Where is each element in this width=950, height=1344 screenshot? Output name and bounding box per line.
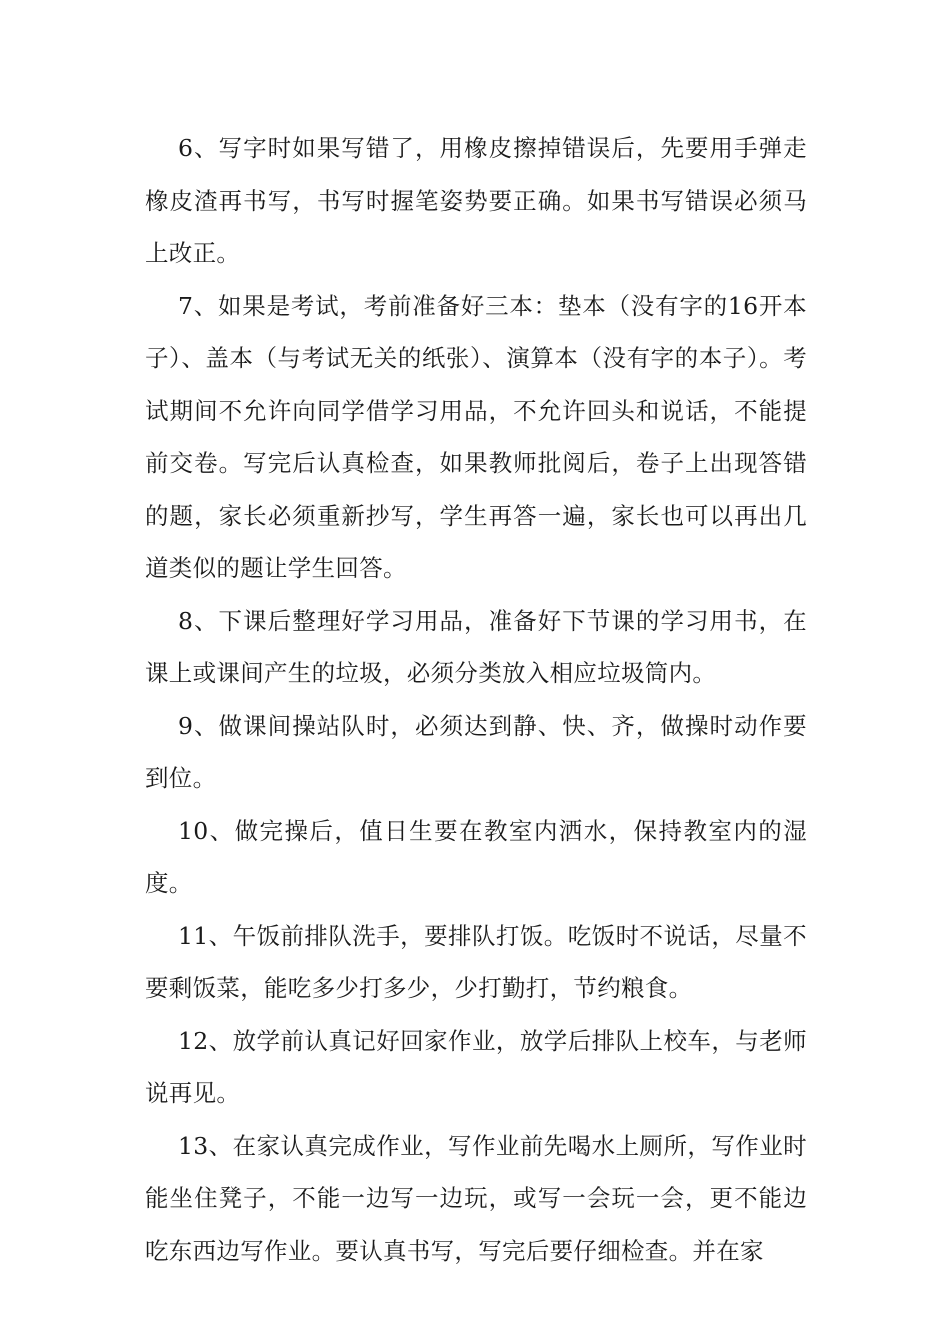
paragraph-12: 12、放学前认真记好回家作业，放学后排队上校车，与老师说再见。 <box>145 1026 807 1107</box>
paragraph-6: 6、写字时如果写错了，用橡皮擦掉错误后，先要用手弹走橡皮渣再书写，书写时握笔姿势要正确。如果书写错误必须马上改正。 <box>145 134 807 267</box>
paragraph-11: 11、午饭前排队洗手，要排队打饭。吃饭时不说话，尽量不要剩饭菜，能吃多少打多少，少打勤打，节约粮食。 <box>145 921 807 1002</box>
document-page <box>145 122 807 1277</box>
paragraph-13: 13、在家认真完成作业，写作业前先喝水上厕所，写作业时能坐住凳子，不能一边写一边玩，或写一会玩一会，更不能边吃东西边写作业。要认真书写，写完后要仔细检查。并在家 <box>145 1131 807 1265</box>
paragraph-7: 7、如果是考试，考前准备好三本：垫本（没有字的16开本子）、盖本（与考试无关的纸张）、演算本（没有字的本子）。考试期间不允许向同学借学习用品，不允许回头和说话，不能提前交卷。写完后认真检查，如果教师批阅后，卷子上出现答错的题，家长必须重新抄写，学生再答一遍，家长也可以再出几道类似的题让学生回答。 <box>145 291 807 582</box>
paragraph-10: 10、做完操后，值日生要在教室内洒水，保持教室内的湿度。 <box>145 816 807 897</box>
paragraph-8: 8、下课后整理好学习用品，准备好下节课的学习用书，在课上或课间产生的垃圾，必须分类放入相应垃圾筒内。 <box>145 606 807 687</box>
paragraph-9: 9、做课间操站队时，必须达到静、快、齐，做操时动作要到位。 <box>145 711 807 792</box>
